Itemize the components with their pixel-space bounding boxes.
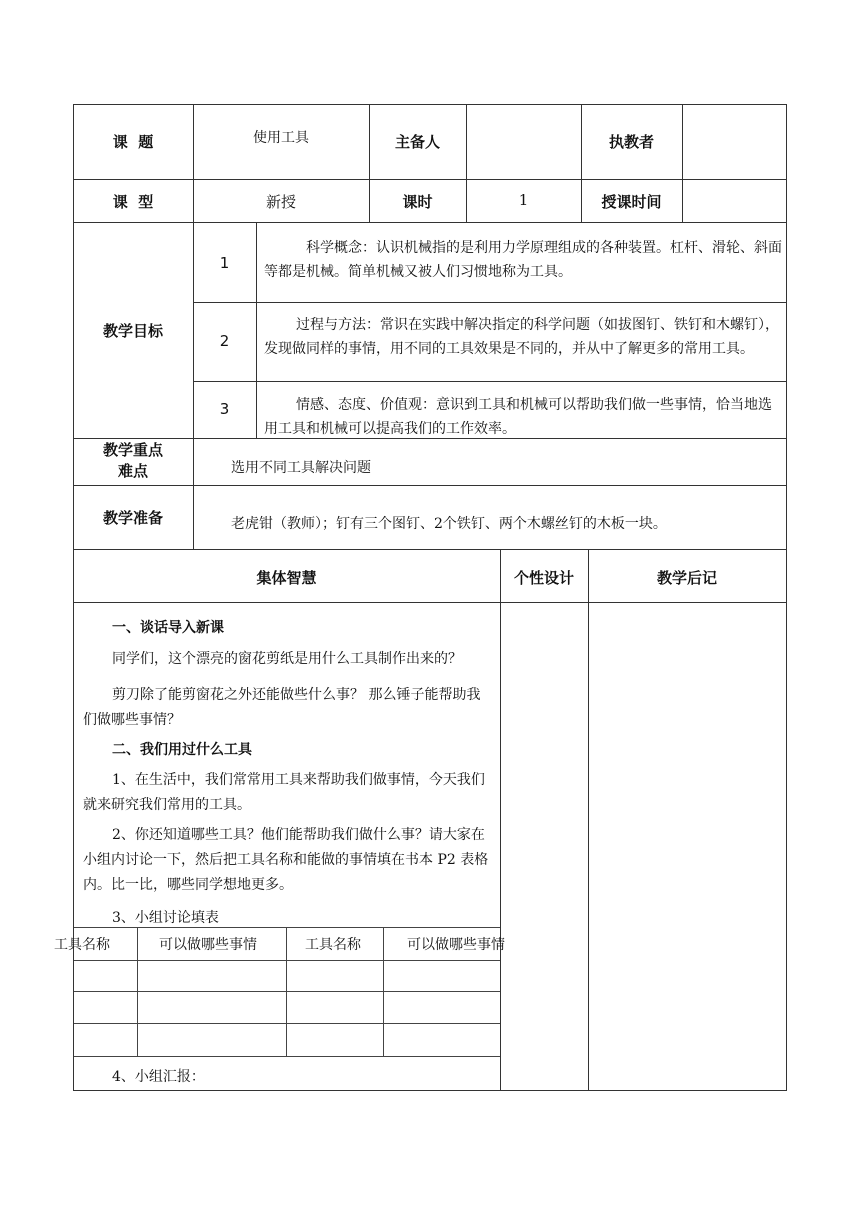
table-border <box>256 222 257 439</box>
paragraph: 2、你还知道哪些工具？他们能帮助我们做什么事？请大家在小组内讨论一下，然后把工具名称和能做的事情填在书本 P2 表格内。比一比，哪些同学想地更多。 <box>83 827 489 893</box>
table-border <box>137 927 138 1057</box>
table-header-cell: 可以做哪些事情 <box>159 937 257 953</box>
table-header-cell: 工具名称 <box>54 937 110 953</box>
goal-number: 1 <box>219 254 230 272</box>
table-border <box>73 104 787 105</box>
key-points-label <box>73 440 193 482</box>
preparer-label: 主备人 <box>394 133 440 151</box>
topic-label: 课 题 <box>112 133 154 151</box>
table-border <box>73 222 787 223</box>
table-border <box>193 381 787 382</box>
table-border <box>73 1090 787 1091</box>
paragraph: 3、小组讨论填表 <box>112 910 219 926</box>
type-label: 课 型 <box>112 193 154 211</box>
personal-header: 个性设计 <box>513 569 574 587</box>
goal-text: 科学概念：认识机械指的是利用力学原理组成的各种装置。杠杆、滑轮、斜面等都是机械。简单机械又被人们习惯地称为工具。 <box>264 240 782 280</box>
paragraph: 4、小组汇报： <box>112 1069 205 1085</box>
key-points-label-line1: 教学重点 <box>102 441 163 459</box>
table-border <box>193 104 194 550</box>
period-value: 1 <box>518 191 529 209</box>
type-value: 新授 <box>265 193 296 211</box>
table-border <box>682 104 683 223</box>
goals-label: 教学目标 <box>102 322 163 340</box>
table-header-cell: 工具名称 <box>305 937 361 953</box>
key-points-label-line2: 难点 <box>117 462 148 480</box>
postscript-header: 教学后记 <box>656 569 717 587</box>
table-border <box>73 485 787 486</box>
preparation-value: 老虎钳（教师）；钉有三个图钉、2个铁钉、两个木螺丝钉的木板一块。 <box>231 516 667 532</box>
goal-text: 情感、态度、价值观：意识到工具和机械可以帮助我们做一些事情，恰当地选用工具和机械可以提高我们的工作效率。 <box>264 397 772 437</box>
preparation-label: 教学准备 <box>102 509 163 527</box>
table-border <box>383 927 384 1057</box>
discussion-table <box>54 926 505 1057</box>
goal-number: 2 <box>219 332 230 350</box>
section-title: 一、谈话导入新课 <box>112 620 224 636</box>
goal-number: 3 <box>219 400 230 418</box>
table-header-cell: 可以做哪些事情 <box>407 937 505 953</box>
table-border <box>73 549 787 550</box>
topic-value: 使用工具 <box>253 130 309 146</box>
period-label: 课时 <box>402 193 433 211</box>
table-border <box>73 602 787 603</box>
paragraph: 剪刀除了能剪窗花之外还能做些什么事？ 那么锤子能帮助我们做哪些事情？ <box>83 687 481 728</box>
table-border <box>786 104 787 1091</box>
section-title: 二、我们用过什么工具 <box>112 742 252 758</box>
table-border <box>286 927 287 1057</box>
key-points-value: 选用不同工具解决问题 <box>231 460 371 476</box>
time-label: 授课时间 <box>601 193 662 211</box>
teacher-label: 执教者 <box>608 133 654 151</box>
table-border <box>73 179 787 180</box>
paragraph: 同学们，这个漂亮的窗花剪纸是用什么工具制作出来的？ <box>112 651 462 667</box>
collective-header: 集体智慧 <box>256 569 317 587</box>
goal-text: 过程与方法：常识在实践中解决指定的科学问题（如拔图钉、铁钉和木螺钉），发现做同样的事情，用不同的工具效果是不同的，并从中了解更多的常用工具。 <box>264 317 779 357</box>
paragraph: 1、在生活中，我们常常用工具来帮助我们做事情，今天我们就来研究我们常用的工具。 <box>83 772 485 813</box>
table-border <box>193 302 787 303</box>
table-border <box>588 549 589 1091</box>
table-border <box>500 549 501 1091</box>
